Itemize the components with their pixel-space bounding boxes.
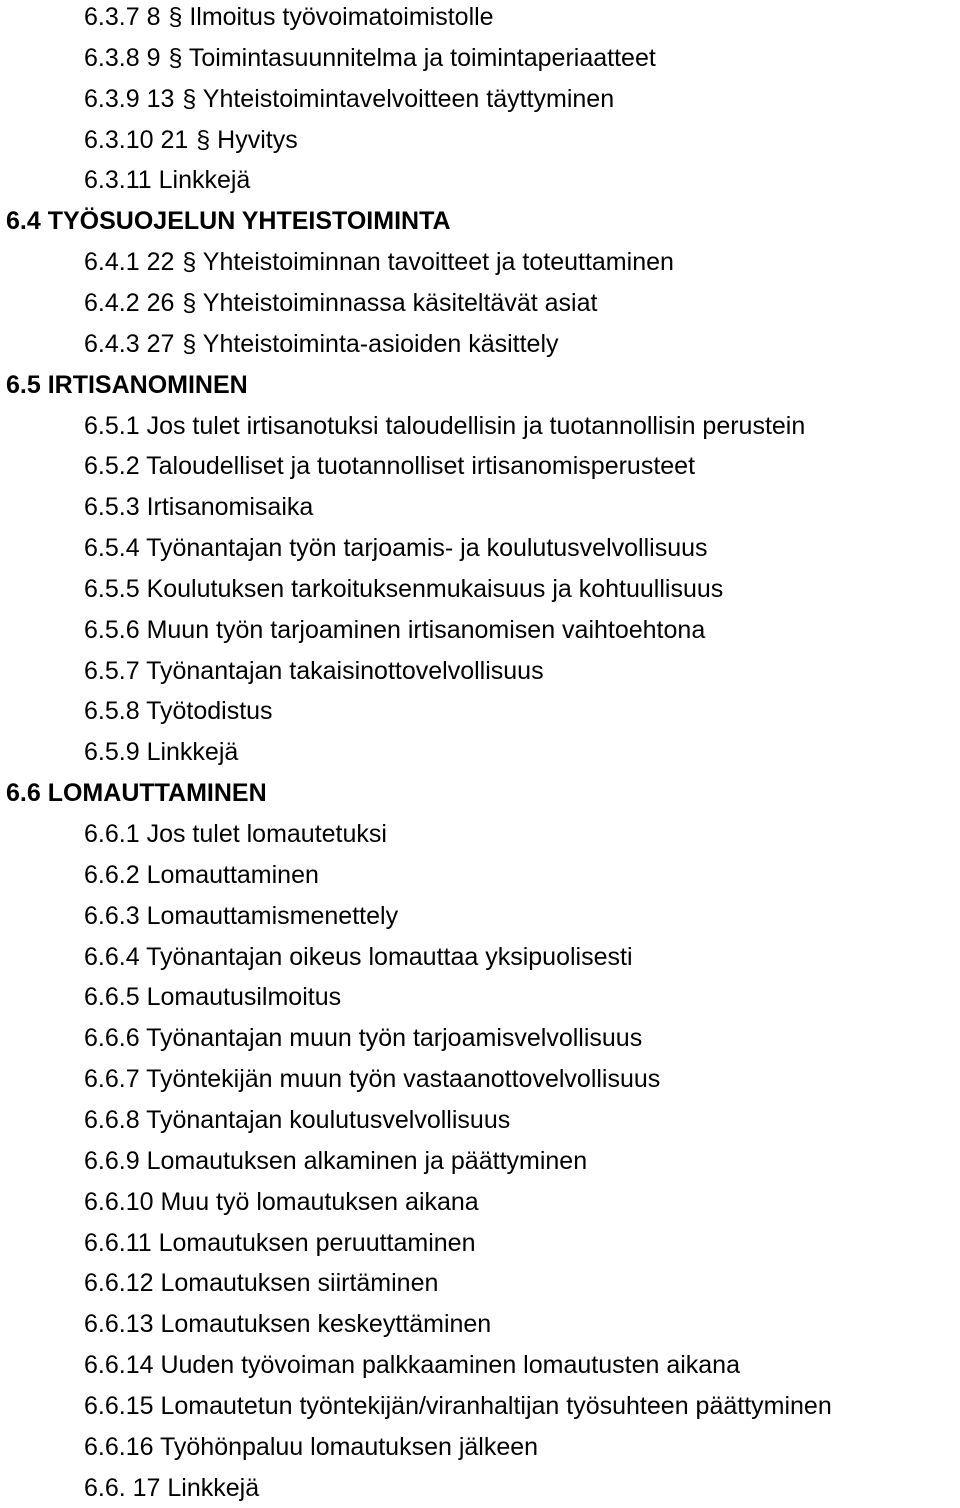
toc-entry <box>84 1064 660 1094</box>
toc-entry <box>84 1146 587 1176</box>
toc-entry-number: 6.5.7 <box>84 656 140 685</box>
toc-entry-title: Työnantajan työn tarjoamis- ja koulutusvelvollisuus <box>146 534 708 563</box>
toc-entry-title: Yhteistoiminta-asioiden käsittely <box>202 329 559 358</box>
toc-entry-number: 6.5.3 <box>84 493 140 522</box>
toc-entry-title: Yhteistoimintavelvoitteen täyttyminen <box>202 84 615 113</box>
toc-entry-title: Työnantajan muun työn tarjoamisvelvollisuus <box>146 1024 643 1053</box>
toc-entry-title: Taloudelliset ja tuotannolliset irtisanomisperusteet <box>146 452 696 481</box>
toc-entry-title: Lomautuksen siirtäminen <box>160 1269 439 1298</box>
toc-entry-page: 8 <box>146 3 161 31</box>
toc-entry-title: Lomautusilmoitus <box>146 983 342 1012</box>
section-sign-icon: § <box>182 84 197 113</box>
toc-entry <box>84 533 708 563</box>
toc-entry <box>84 1391 832 1421</box>
toc-entry-title: Lomautetun työntekijän/viranhaltijan työsuhteen päättyminen <box>160 1391 832 1420</box>
toc-entry <box>84 696 273 726</box>
toc-entry <box>84 819 387 849</box>
toc-entry-title: Ilmoitus työvoimatoimistolle <box>189 3 494 31</box>
toc-entry-title: Muun työn tarjoaminen irtisanomisen vaihtoehtona <box>146 615 706 644</box>
toc-entry-title: Linkkejä <box>158 166 251 195</box>
toc-entry-number: 6.6.15 <box>84 1391 154 1420</box>
toc-entry-number: 6.6.8 <box>84 1105 140 1134</box>
toc-entry-number: 6.3.7 <box>84 3 140 31</box>
toc-entry-title: Työnantajan takaisinottovelvollisuus <box>146 656 544 685</box>
toc-entry-title: Uuden työvoiman palkkaaminen lomautusten aikana <box>160 1351 740 1380</box>
toc-entry <box>84 247 674 277</box>
toc-entry <box>84 43 656 73</box>
toc-entry-number: 6.6.16 <box>84 1432 154 1461</box>
toc-entry-number: 6.6.6 <box>84 1024 140 1053</box>
toc-entry-number: 6.5.8 <box>84 697 140 726</box>
toc-entry <box>84 2 494 32</box>
section-sign-icon: § <box>168 43 183 72</box>
toc-entry <box>84 1268 438 1298</box>
toc-entry-number: 6.6.13 <box>84 1310 154 1339</box>
toc-entry-number: 6.6.7 <box>84 1065 140 1094</box>
toc-entry-number: 6.3.8 <box>84 43 140 72</box>
toc-entry-number: 6.3.11 <box>84 166 152 195</box>
toc-entry-title: IRTISANOMINEN <box>47 370 248 399</box>
toc-entry-title: Linkkejä <box>167 1473 260 1502</box>
section-sign-icon: § <box>196 125 211 154</box>
toc-entry-title: Työntekijän muun työn vastaanottovelvollisuus <box>146 1065 661 1094</box>
section-sign-icon: § <box>182 329 197 358</box>
toc-entry-number: 6.4.1 <box>84 248 140 277</box>
toc-entry-number: 6.5.4 <box>84 534 140 563</box>
toc-entry-number: 6.6.5 <box>84 983 140 1012</box>
toc-entry-page: 9 <box>146 43 161 72</box>
toc-entry-title: TYÖSUOJELUN YHTEISTOIMINTA <box>47 207 451 236</box>
toc-entry-number: 6.6.12 <box>84 1269 154 1298</box>
toc-entry <box>84 737 238 767</box>
toc-entry-number: 6.6.10 <box>84 1187 154 1216</box>
toc-entry-number: 6.6.14 <box>84 1351 154 1380</box>
toc-entry <box>84 1309 491 1339</box>
toc-entry <box>84 329 559 359</box>
toc-entry-page: 26 <box>146 288 175 317</box>
toc-entry-number: 6.5.2 <box>84 452 140 481</box>
toc-entry-number: 6.4.3 <box>84 329 140 358</box>
toc-entry-number: 6.6 <box>6 779 41 808</box>
toc-entry <box>84 860 319 890</box>
toc-entry-page: 13 <box>146 84 175 113</box>
toc-entry-page: 21 <box>160 125 189 154</box>
toc-entry-number: 6.3.9 <box>84 84 140 113</box>
toc-entry-number: 6.5.5 <box>84 574 140 603</box>
toc-entry-title: Linkkejä <box>146 738 239 767</box>
toc-entry-title: Toimintasuunnitelma ja toimintaperiaatteet <box>188 43 656 72</box>
toc-entry-title: Koulutuksen tarkoituksenmukaisuus ja kohtuullisuus <box>146 574 724 603</box>
toc-entry <box>84 84 614 114</box>
toc-entry-number: 6.4.2 <box>84 288 140 317</box>
toc-entry <box>84 615 705 645</box>
toc-entry-title: Lomautuksen keskeyttäminen <box>160 1310 492 1339</box>
toc-entry-title: Yhteistoiminnassa käsiteltävät asiat <box>202 288 598 317</box>
toc-entry-title: Työtodistus <box>146 697 273 726</box>
toc-entry-title: Työnantajan oikeus lomauttaa yksipuolisesti <box>146 942 633 971</box>
toc-entry <box>84 1187 479 1217</box>
toc-heading <box>6 370 248 400</box>
toc-entry <box>84 1432 538 1462</box>
toc-entry-number: 6.6.9 <box>84 1146 140 1175</box>
toc-entry-title: Hyvitys <box>217 125 298 154</box>
toc-heading <box>6 778 267 808</box>
toc-entry <box>84 656 544 686</box>
toc-entry-title: Lomautuksen alkaminen ja päättyminen <box>146 1146 588 1175</box>
toc-entry-number: 6.6.4 <box>84 942 140 971</box>
section-sign-icon: § <box>182 288 197 317</box>
toc-entry-number: 6.5.9 <box>84 738 140 767</box>
toc-entry-number: 6.6.3 <box>84 901 140 930</box>
toc-entry-title: LOMAUTTAMINEN <box>47 779 267 808</box>
toc-entry-number: 6.6.2 <box>84 860 140 889</box>
toc-entry-title: Jos tulet lomautetuksi <box>146 820 387 848</box>
toc-entry-title: Lomauttamismenettely <box>146 901 399 930</box>
toc-entry-title: Muu työ lomautuksen aikana <box>160 1187 479 1216</box>
toc-entry <box>84 982 341 1012</box>
toc-heading <box>6 206 451 236</box>
toc-entry <box>84 1228 475 1258</box>
toc-entry <box>84 1023 642 1053</box>
section-sign-icon: § <box>168 3 183 31</box>
toc-entry <box>84 125 298 155</box>
toc-entry <box>84 288 597 318</box>
toc-entry-title: Jos tulet irtisanotuksi taloudellisin ja tuotannollisin perustein <box>146 411 806 440</box>
toc-entry <box>84 165 250 195</box>
toc-entry <box>84 1105 510 1135</box>
toc-entry-number: 6.4 <box>6 207 41 236</box>
toc-entry-number: 6.3.10 <box>84 125 154 154</box>
toc-entry-number: 6.5.1 <box>84 411 140 440</box>
toc-entry-title: Työnantajan koulutusvelvollisuus <box>146 1105 511 1134</box>
toc-entry-number: 6.5.6 <box>84 615 140 644</box>
toc-entry-number: 6.6.1 <box>84 820 140 848</box>
toc-entry <box>84 1473 259 1503</box>
toc-entry-page: 22 <box>146 248 175 277</box>
toc-entry-page: 27 <box>146 329 175 358</box>
toc-entry-title: Työhönpaluu lomautuksen jälkeen <box>160 1432 539 1461</box>
toc-entry-number: 6.6.11 <box>84 1228 152 1257</box>
toc-entry <box>84 451 695 481</box>
toc-entry-number: 6.5 <box>6 370 41 399</box>
toc-entry <box>84 574 723 604</box>
toc-entry-title: Lomauttaminen <box>146 860 319 889</box>
toc-entry <box>84 1350 740 1380</box>
toc-entry <box>84 901 398 931</box>
toc-entry-title: Lomautuksen peruuttaminen <box>158 1228 476 1257</box>
toc-entry-title: Yhteistoiminnan tavoitteet ja toteuttaminen <box>202 248 674 277</box>
toc-entry <box>84 411 805 441</box>
toc-entry-title: Irtisanomisaika <box>146 493 314 522</box>
toc-entry-number: 6.6. 17 <box>84 1473 161 1502</box>
toc-entry <box>84 942 633 972</box>
toc-entry <box>84 492 313 522</box>
section-sign-icon: § <box>182 248 197 277</box>
